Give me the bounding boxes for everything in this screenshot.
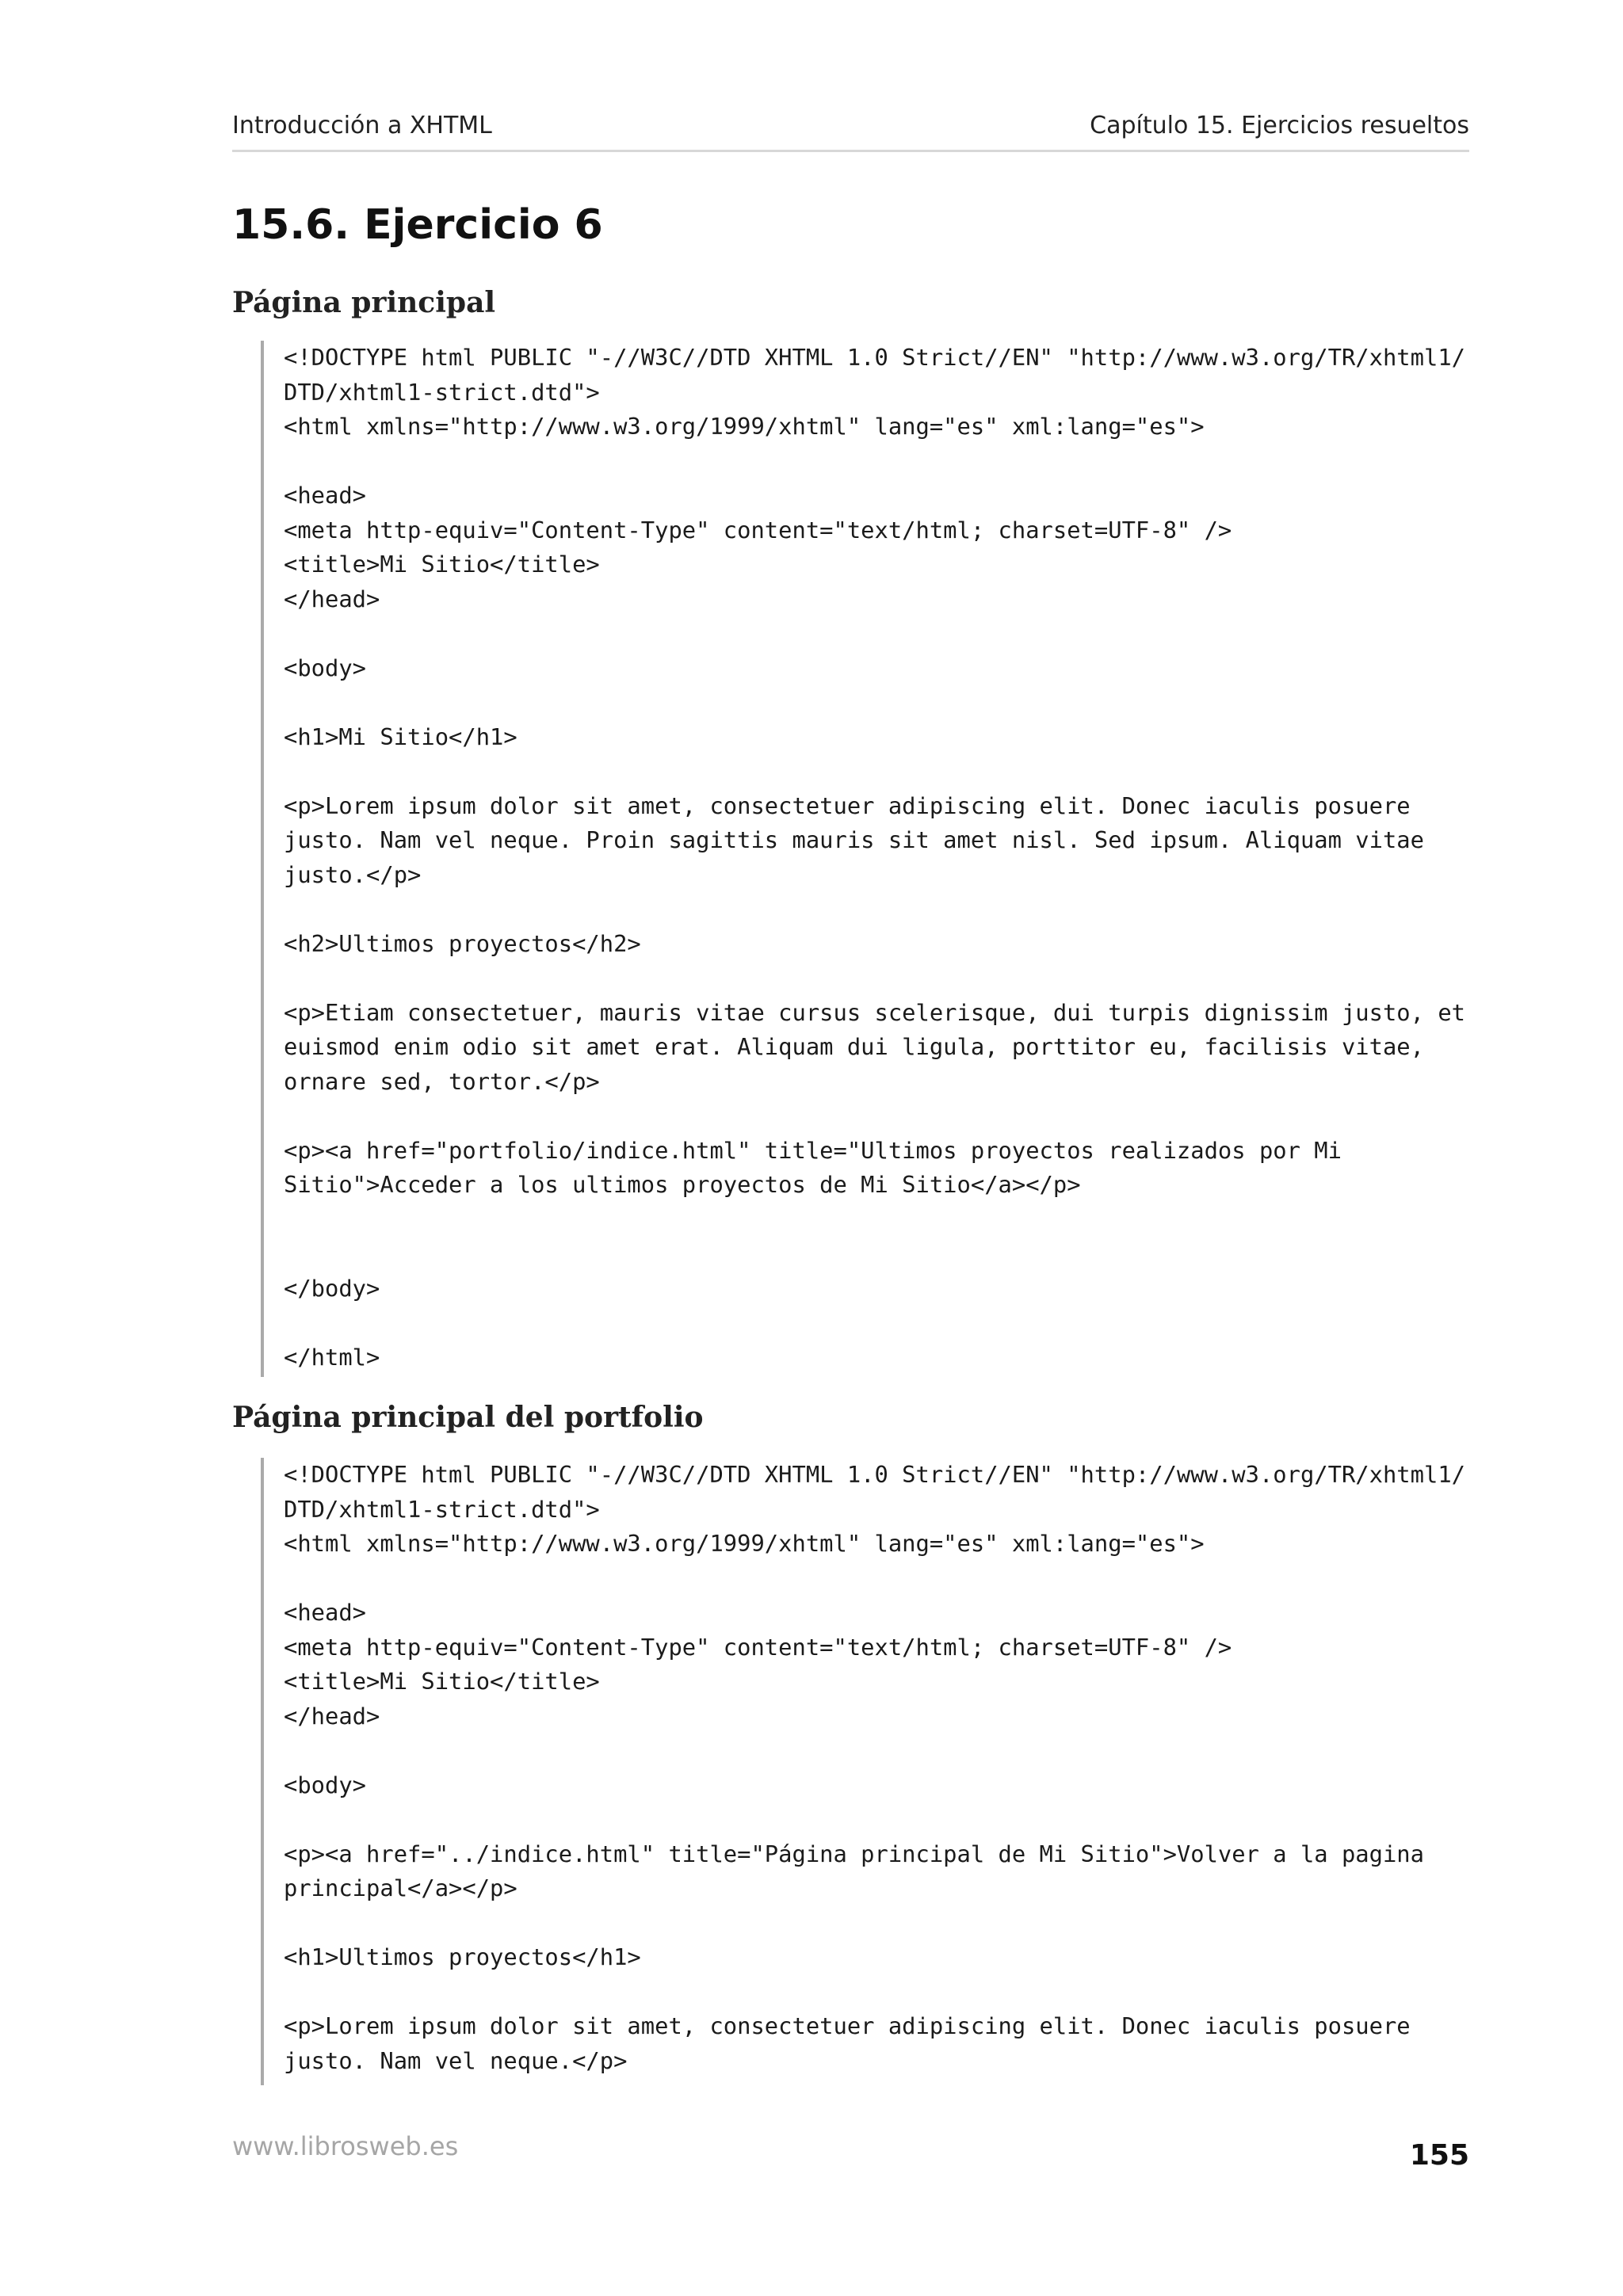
code-block-portfolio-page <box>261 1458 1465 2085</box>
code-listing-main-page: <!DOCTYPE html PUBLIC "-//W3C//DTD XHTML 1.0 Strict//EN" "http://www.w3.org/TR/xhtml1/ DTD/xhtml1-strict.dtd"> <html xmlns="http://www.w3.org/1999/xhtml" lang="es" xml:lang="es"> <head> <meta http-equiv="Content-Type" content="text/html; charset=UTF-8" /> <title>Mi Sitio</title> </head> <body> <h1>Mi Sitio</h1> <p>Lorem ipsum dolor sit amet, consectetuer adipiscing elit. Donec iaculis posuere justo. Nam vel neque. Proin sagittis mauris sit amet nisl. Sed ipsum. Aliquam vitae justo.</p> <h2>Ultimos proyectos</h2> <p>Etiam consectetuer, mauris vitae cursus scelerisque, dui turpis dignissim justo, et euismod enim odio sit amet erat. Aliquam dui ligula, porttitor eu, facilisis vitae, ornare sed, tortor.</p> <p><a href="portfolio/indice.html" title="Ultimos proyectos realizados por Mi Sitio">Acceder a los ultimos proyectos de Mi Sitio</a></p> </body> </html> <box>284 344 1465 1371</box>
header-divider <box>232 150 1469 152</box>
running-header-book-title: Introducción a XHTML <box>232 112 492 139</box>
section-title: 15.6. Ejercicio 6 <box>232 201 603 249</box>
page-number: 155 <box>1409 2139 1469 2172</box>
running-header-chapter-title: Capítulo 15. Ejercicios resueltos <box>1090 112 1469 139</box>
code-listing-portfolio-page: <!DOCTYPE html PUBLIC "-//W3C//DTD XHTML 1.0 Strict//EN" "http://www.w3.org/TR/xhtml1/ DTD/xhtml1-strict.dtd"> <html xmlns="http://www.w3.org/1999/xhtml" lang="es" xml:lang="es"> <head> <meta http-equiv="Content-Type" content="text/html; charset=UTF-8" /> <title>Mi Sitio</title> </head> <body> <p><a href="../indice.html" title="Página principal de Mi Sitio">Volver a la pagina principal</a></p> <h1>Ultimos proyectos</h1> <p>Lorem ipsum dolor sit amet, consectetuer adipiscing elit. Donec iaculis posuere justo. Nam vel neque.</p> <box>284 1461 1465 2074</box>
subheading-main-page: Página principal <box>232 286 496 319</box>
code-block-main-page <box>261 341 1465 1377</box>
subheading-portfolio-page: Página principal del portfolio <box>232 1401 704 1434</box>
footer-website-url: www.librosweb.es <box>232 2131 459 2161</box>
